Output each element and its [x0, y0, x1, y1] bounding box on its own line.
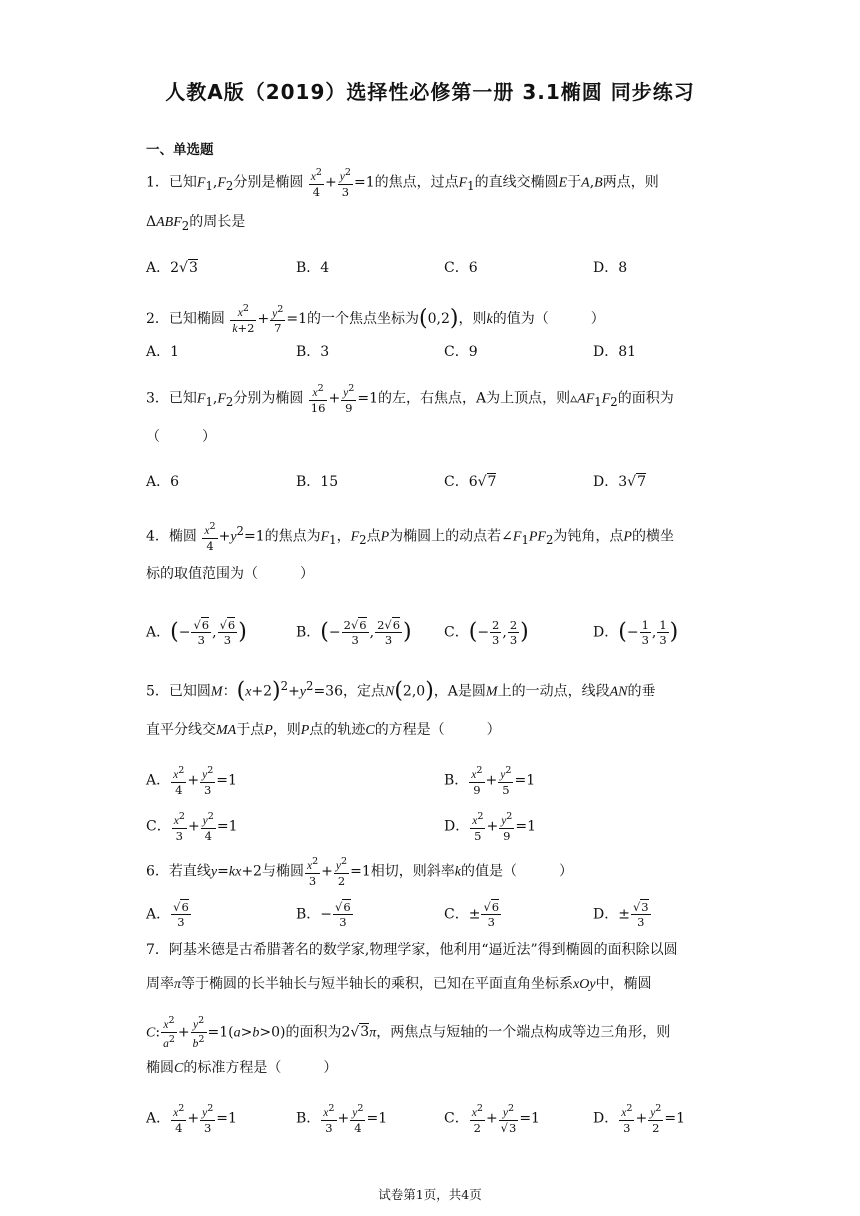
q6-option-a: A． $\frac{√6}{3}$ [146, 900, 189, 929]
q4-option-a: A．(− $\frac{√6}{3}$ , $\frac{√6}{3}$ ) [146, 618, 247, 647]
question-3-line-2: （ ） [146, 429, 216, 445]
section-heading: 一、单选题 [146, 142, 214, 158]
q2-option-b: B．3 [296, 344, 330, 360]
q4-option-b: B．(− $\frac{2√6}{3}$ , $\frac{2√6}{3}$ ) [296, 618, 412, 647]
q3-option-c: C．6√7 [444, 474, 497, 490]
q5-option-a: A． $\frac{x^2}{4}$ + $\frac{y^2}{3}$ =1 [146, 765, 237, 797]
q1-option-a: A．2√3 [146, 260, 198, 276]
q7-option-d: D． $\frac{x^2}{3}$ + $\frac{y^2}{2}$ =1 [593, 1103, 686, 1135]
question-7-line-2: 周率π等于椭圆的长半轴长与短半轴长的乘积，已知在平面直角坐标系xOy中，椭圆 [146, 976, 652, 992]
q1-option-b: B．4 [296, 260, 330, 276]
q7-option-a: A． $\frac{x^2}{4}$ + $\frac{y^2}{3}$ =1 [146, 1103, 237, 1135]
q2-option-a: A．1 [146, 344, 180, 360]
question-7-line-4: 椭圆C的标准方程是（ ） [146, 1060, 338, 1076]
question-7: 7．阿基米德是古希腊著名的数学家,物理学家，他利用“逼近法”得到椭圆的面积除以圆 [146, 942, 678, 958]
q7-option-b: B． $\frac{x^2}{3}$ + $\frac{y^2}{4}$ =1 [296, 1103, 388, 1135]
q6-option-c: C．± $\frac{√6}{3}$ [444, 900, 500, 929]
q3-option-d: D．3√7 [593, 474, 646, 490]
q5-option-b: B． $\frac{x^2}{9}$ + $\frac{y^2}{5}$ =1 [444, 765, 536, 797]
page-footer: 试卷第1页，共4页 [378, 1187, 482, 1202]
q7-option-c: C． $\frac{x^2}{2}$ + $\frac{y^2}{√3}$ =1 [444, 1103, 540, 1135]
question-5: 5．已知圆M：$(x+2)^2+y^2=36$，定点N(2,0)，A是圆M上的一动点，线段AN的垂 [146, 678, 656, 704]
question-5-line-2: 直平分线交MA于点P，则P点的轨迹C的方程是（ ） [146, 722, 501, 738]
q5-option-d: D． $\frac{x^2}{5}$ + $\frac{y^2}{9}$ =1 [444, 811, 537, 843]
question-4-line-2: 标的取值范围为（ ） [146, 566, 314, 582]
question-6: 6．若直线y=kx+2与椭圆 $\frac{x^2}{3}$ + $\frac{y^2}{2}$ =1相切，则斜率k的值是（ ） [146, 856, 573, 888]
question-3: 3．已知$F_1,F_2$分别为椭圆 $\frac{x^2}{16}$ + $\frac{y^2}{9}$ =1的左，右焦点，A为上顶点，则$▵AF_1F_2$的面积为 [146, 383, 674, 415]
q4-option-c: C．(− $\frac{2}{3}$ , $\frac{2}{3}$ ) [444, 618, 529, 647]
q2-option-c: C．9 [444, 344, 478, 360]
question-2: 2．已知椭圆 $\frac{x^2}{k+2}$ + $\frac{y^2}{7}$ =1的一个焦点坐标为(0,2)，则k的值为（ ） [146, 303, 605, 336]
q6-option-d: D．± $\frac{√3}{3}$ [593, 900, 649, 929]
question-1: 1．已知$F_1,F_2$分别是椭圆 $\frac{x^2}{4}$ + $\frac{y^2}{3}$ =1的焦点，过点$F_1$的直线交椭圆E于A,B两点，则 [146, 167, 659, 199]
q1-option-c: C．6 [444, 260, 478, 276]
question-1-line-2: $\Delta ABF_2$的周长是 [146, 214, 246, 233]
page-title: 人教A版（2019）选择性必修第一册 3.1椭圆 同步练习 [165, 80, 695, 104]
q3-option-a: A．6 [146, 474, 180, 490]
q6-option-b: B．− $\frac{√6}{3}$ [296, 900, 351, 929]
q2-option-d: D．81 [593, 344, 637, 360]
q1-option-d: D．8 [593, 260, 628, 276]
q4-option-d: D．(− $\frac{1}{3}$ , $\frac{1}{3}$ ) [593, 618, 679, 647]
question-4: 4．椭圆 $\frac{x^2}{4}$ $+y^2=1$的焦点为$F_1$，$F_2$点P为椭圆上的动点若$\angle F_1PF_2$为钝角，点P的横坐 [146, 521, 674, 553]
q3-option-b: B．15 [296, 474, 339, 490]
q5-option-c: C． $\frac{x^2}{3}$ + $\frac{y^2}{4}$ =1 [146, 811, 238, 843]
question-7-line-3: C: $\frac{x^2}{a^2}$ + $\frac{y^2}{b^2}$ =1(a>b>0)的面积为2√3π，两焦点与短轴的一个端点构成等边三角形，则 [146, 1015, 671, 1050]
